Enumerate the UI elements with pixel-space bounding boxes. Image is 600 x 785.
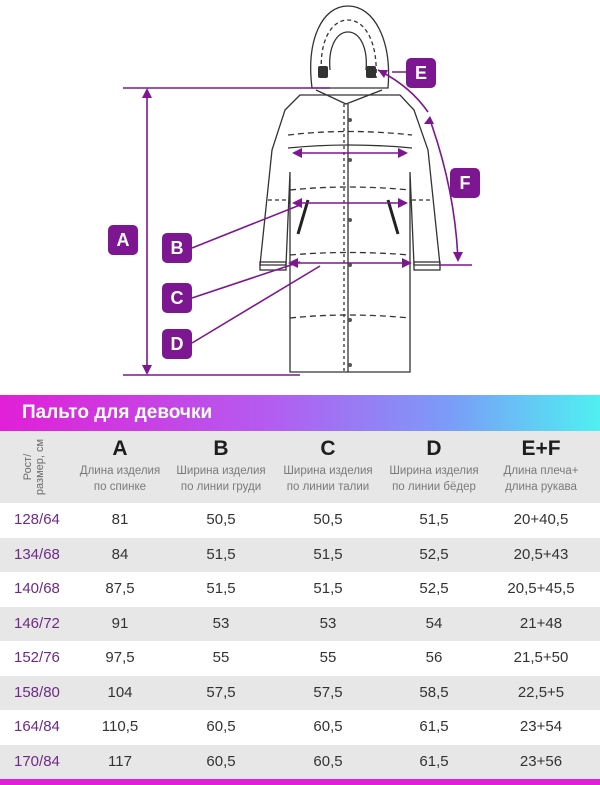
cell-d: 61,5 — [419, 752, 449, 770]
cell-size: 134/68 — [14, 545, 60, 563]
cell-c: 51,5 — [313, 580, 343, 597]
column-desc-line2: по линии груди — [180, 481, 262, 493]
column-desc-line1: Длина плеча+ — [503, 465, 579, 477]
cell-c: 60,5 — [313, 752, 343, 770]
banner-title: Пальто для девочки — [22, 402, 213, 423]
cell-d: 61,5 — [419, 718, 449, 735]
cell-b: 50,5 — [206, 511, 236, 528]
cell-size: 164/84 — [14, 718, 60, 735]
badge-e — [406, 58, 436, 88]
svg-text:D: D — [170, 334, 184, 354]
cell-d: 52,5 — [419, 545, 449, 563]
svg-text:B: B — [170, 238, 184, 258]
size-column-header — [4, 431, 74, 503]
column-header-b — [167, 437, 275, 495]
cell-b: 55 — [212, 649, 230, 666]
column-header-c — [274, 437, 382, 495]
column-letter: B — [213, 437, 229, 460]
cell-a: 104 — [107, 683, 133, 701]
svg-text:E: E — [414, 63, 428, 83]
cell-c: 51,5 — [313, 545, 343, 563]
badge-c — [162, 283, 192, 313]
cell-b: 57,5 — [206, 683, 236, 701]
column-letter: C — [320, 437, 336, 460]
cell-a: 110,5 — [101, 718, 139, 735]
column-desc-line2: по спинке — [93, 481, 147, 493]
cell-ef: 21,5+50 — [513, 649, 569, 666]
cell-ef: 22,5+5 — [517, 683, 565, 701]
cell-c: 55 — [319, 649, 337, 666]
size-header-line2: размер, см — [34, 438, 46, 496]
column-desc-line2: по линии бёдер — [392, 481, 476, 493]
cell-c: 57,5 — [313, 683, 343, 701]
cell-size: 158/80 — [14, 683, 60, 701]
cell-ef: 21+48 — [519, 614, 563, 632]
cell-d: 52,5 — [419, 580, 449, 597]
column-desc-line2: по линии талии — [286, 481, 370, 493]
badge-a — [108, 225, 138, 255]
badge-b — [162, 233, 192, 263]
table-row — [0, 676, 600, 711]
cell-b: 53 — [212, 614, 230, 632]
cell-d: 56 — [425, 649, 443, 666]
cell-size: 170/84 — [14, 752, 60, 770]
column-desc-line1: Ширина изделия — [283, 465, 373, 477]
table-row — [0, 641, 600, 676]
cell-c: 60,5 — [313, 718, 343, 735]
size-header-line1: Рост/ — [22, 453, 34, 481]
column-desc-line1: Ширина изделия — [389, 465, 479, 477]
cell-c: 53 — [319, 614, 337, 632]
svg-text:C: C — [170, 288, 184, 308]
cell-a: 81 — [111, 511, 129, 528]
cell-d: 54 — [425, 614, 443, 632]
bottom-accent-bar — [0, 779, 600, 785]
cell-b: 60,5 — [206, 752, 236, 770]
cell-size: 128/64 — [14, 511, 60, 528]
table-row — [0, 538, 600, 573]
cell-d: 58,5 — [419, 683, 449, 701]
column-letter: D — [426, 437, 442, 460]
cell-a: 97,5 — [105, 649, 135, 666]
column-header-ef — [487, 437, 595, 495]
badge-d — [162, 329, 192, 359]
column-desc-line1: Длина изделия — [79, 465, 161, 477]
cell-size: 152/76 — [14, 649, 60, 666]
cell-a: 117 — [108, 752, 132, 770]
cell-b: 51,5 — [206, 580, 236, 597]
svg-text:F: F — [459, 173, 471, 193]
cell-c: 50,5 — [313, 511, 343, 528]
cell-ef: 20,5+43 — [513, 545, 569, 563]
cell-ef: 20+40,5 — [513, 511, 569, 528]
table-row — [0, 745, 600, 780]
table-row — [0, 710, 600, 745]
cell-size: 140/68 — [14, 580, 60, 597]
column-letter: A — [112, 437, 128, 460]
cell-b: 60,5 — [206, 718, 236, 735]
cell-b: 51,5 — [206, 545, 236, 563]
cell-a: 87,5 — [105, 580, 135, 597]
cell-ef: 23+56 — [519, 752, 563, 770]
column-header-a — [66, 437, 174, 495]
table-row — [0, 503, 600, 538]
cell-d: 51,5 — [419, 511, 449, 528]
cell-ef: 23+54 — [519, 718, 563, 735]
column-desc-line1: Ширина изделия — [176, 465, 266, 477]
cell-ef: 20,5+45,5 — [507, 580, 575, 597]
badge-f — [450, 168, 480, 198]
svg-text:A: A — [116, 230, 130, 250]
cell-a: 84 — [111, 545, 129, 563]
cell-a: 91 — [111, 614, 129, 632]
column-header-d — [380, 437, 488, 495]
cell-size: 146/72 — [14, 614, 60, 632]
column-desc-line2: длина рукава — [505, 481, 577, 493]
table-row — [0, 572, 600, 607]
table-row — [0, 607, 600, 642]
title-banner — [0, 395, 600, 431]
column-letter: E+F — [521, 437, 561, 460]
